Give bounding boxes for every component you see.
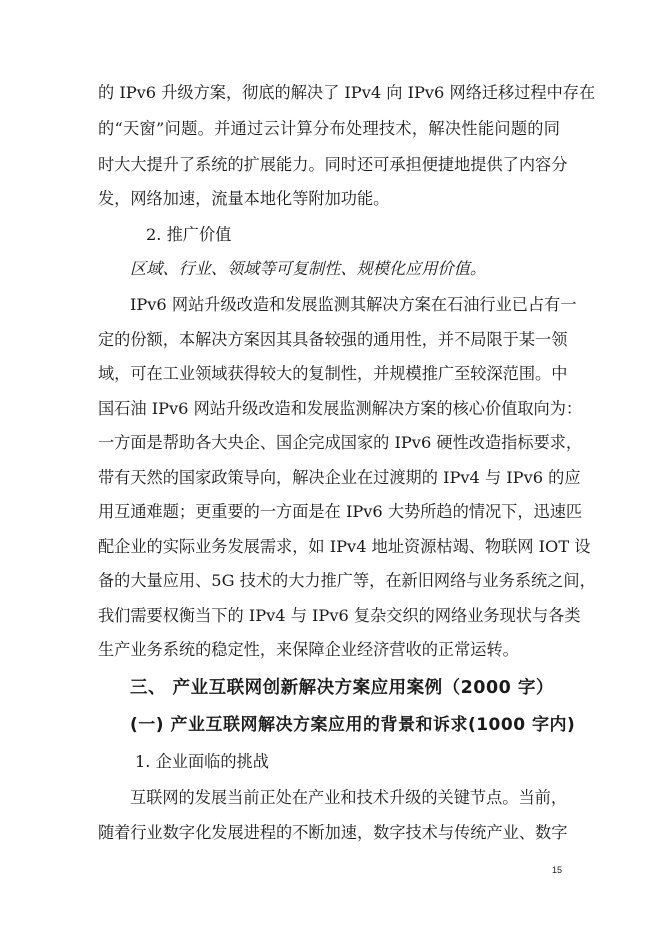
subheading-challenges: 1. 企业面临的挑战 xyxy=(135,752,269,771)
italic-subtitle: 区域、行业、领域等可复制性、规模化应用价值。 xyxy=(130,259,487,278)
paragraph-3-line-1: 互联网的发展当前正处在产业和技术升级的关键节点。当前， xyxy=(130,788,568,807)
paragraph-2-line-5: 一方面是帮助各大央企、国企完成国家的 IPv6 硬性改造指标要求， xyxy=(98,433,583,452)
subsection-heading: (一) 产业互联网解决方案应用的背景和诉求(1000 字内) xyxy=(130,715,576,735)
paragraph-1-line-1: 的 IPv6 升级方案，彻底的解决了 IPv4 向 IPv6 网络迁移过程中存在 xyxy=(98,83,596,102)
paragraph-1-line-2: 的“天窗”问题。并通过云计算分布处理技术，解决性能问题的同 xyxy=(98,119,560,138)
paragraph-1-line-4: 发，网络加速，流量本地化等附加功能。 xyxy=(98,189,390,208)
paragraph-2-line-2: 定的份额，本解决方案因其具备较强的通用性，并不局限于某一领 xyxy=(98,330,568,349)
paragraph-2-line-4: 国石油 IPv6 网站升级改造和发展监测解决方案的核心价值取向为： xyxy=(98,399,583,418)
paragraph-2-line-8: 配企业的实际业务发展需求，如 IPv4 地址资源枯竭、物联网 IOT 设 xyxy=(98,537,591,556)
paragraph-2-line-3: 域，可在工业领域获得较大的复制性，并规模推广至较深范围。中 xyxy=(98,364,568,383)
paragraph-1-line-3: 时大大提升了系统的扩展能力。同时还可承担便捷地提供了内容分 xyxy=(98,155,568,174)
paragraph-2-line-6: 带有天然的国家政策导向，解决企业在过渡期的 IPv4 与 IPv6 的应 xyxy=(98,468,581,487)
paragraph-2-line-11: 生产业务系统的稳定性，来保障企业经济营收的正常运转。 xyxy=(98,640,519,659)
subheading-promotion-value: 2. 推广价值 xyxy=(146,225,232,244)
paragraph-2-line-10: 我们需要权衡当下的 IPv4 与 IPv6 复杂交织的网络业务现状与各类 xyxy=(98,606,581,625)
paragraph-2-line-1: IPv6 网站升级改造和发展监测其解决方案在石油行业已占有一 xyxy=(130,295,577,314)
page-number: 15 xyxy=(552,865,563,875)
paragraph-2-line-9: 备的大量应用、5G 技术的大力推广等，在新旧网络与业务系统之间， xyxy=(98,571,596,590)
paragraph-3-line-2: 随着行业数字化发展进程的不断加速，数字技术与传统产业、数字 xyxy=(98,823,568,842)
paragraph-2-line-7: 用互通难题；更重要的一方面是在 IPv6 大势所趋的情况下，迅速匹 xyxy=(98,502,583,521)
section-heading: 三、 产业互联网创新解决方案应用案例（2000 字） xyxy=(130,678,554,698)
